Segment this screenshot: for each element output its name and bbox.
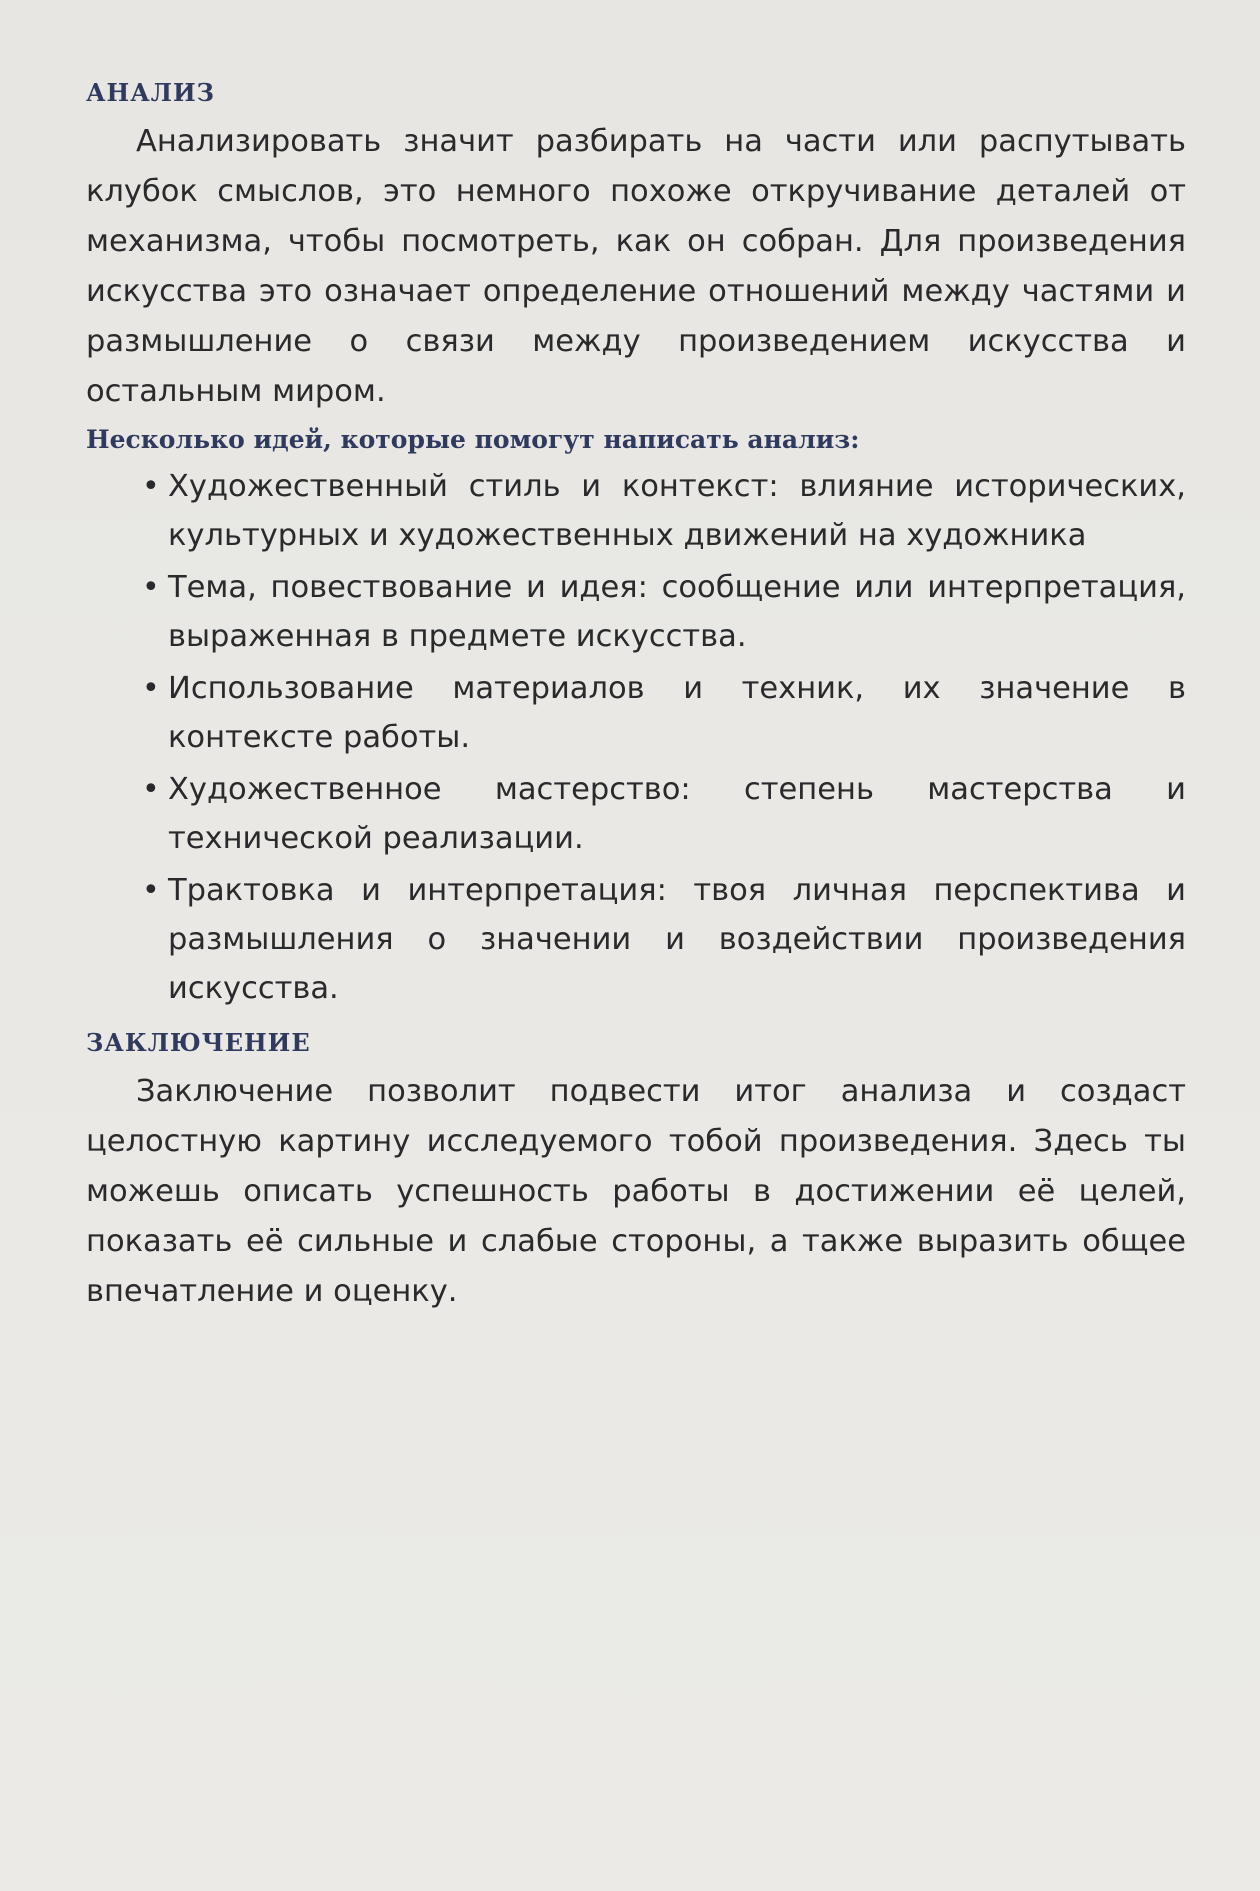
conclusion-section [86,1028,1186,1317]
list-item-text: Использование материалов и техник, их значение в контексте работы. [168,671,1186,755]
ideas-section [86,425,1186,1016]
analysis-section [86,78,1186,417]
analysis-heading: АНАЛИЗ [86,78,215,107]
list-item-text: Художественный стиль и контекст: влияние исторических, культурных и художественных движений на художника [168,469,1186,553]
bullet-icon: • [142,570,160,605]
bullet-icon: • [142,873,160,908]
bullet-icon: • [142,469,160,504]
list-item-text: Художественное мастерство: степень мастерства и технической реализации. [168,772,1186,856]
list-item-text: Тема, повествование и идея: сообщение или интерпретация, выраженная в предмете искусства. [168,570,1186,654]
list-item [86,563,1186,661]
list-item [86,765,1186,863]
list-item [86,866,1186,1013]
list-item [86,462,1186,560]
bullet-icon: • [142,772,160,807]
conclusion-heading: ЗАКЛЮЧЕНИЕ [86,1028,311,1057]
list-item [86,664,1186,762]
list-item-text: Трактовка и интерпретация: твоя личная перспектива и размышления о значении и воздействии произведения искусства. [168,873,1186,1006]
bullet-icon: • [142,671,160,706]
analysis-paragraph: Анализировать значит разбирать на части или распутывать клубок смыслов, это немного похоже откручивание деталей от механизма, чтобы посмотреть, как он собран. Для произведения искусства это означает определение отношений между частями и размышление о связи между произведением искусства и остальным миром. [86,124,1186,409]
conclusion-paragraph: Заключение позволит подвести итог анализа и создаст целостную картину исследуемого тобой произведения. Здесь ты можешь описать успешность работы в достижении её целей, показать её сильные и слабые стороны, а также выразить общее впечатление и оценку. [86,1074,1186,1309]
ideas-list [86,462,1186,1013]
ideas-heading: Несколько идей, которые помогут написать анализ: [86,425,860,454]
